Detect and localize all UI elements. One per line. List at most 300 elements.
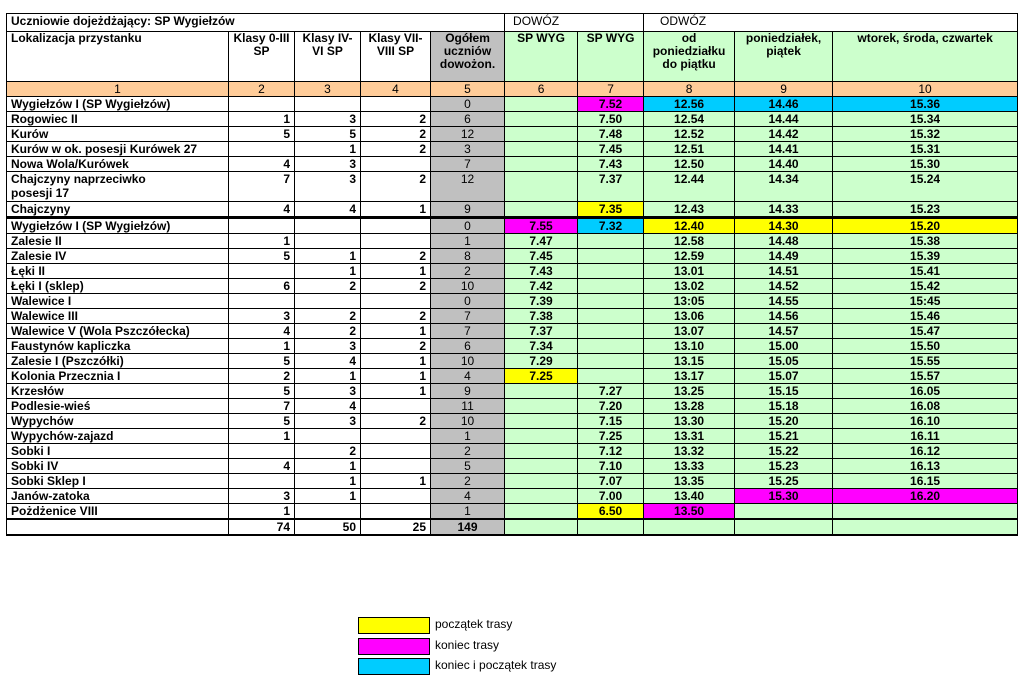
cell-col-10: 16.11 (833, 429, 1018, 444)
cell-col-2 (229, 294, 295, 309)
cell-col-8: 12.52 (644, 127, 735, 142)
cell-col-3: 4 (295, 399, 361, 414)
stop-name: Wypychów (7, 414, 229, 429)
cell-col-4: 1 (361, 384, 431, 399)
stop-name: Sobki Sklep I (7, 474, 229, 489)
table-row (7, 279, 1018, 294)
cell-col-4: 2 (361, 279, 431, 294)
section-dowoz: DOWÓZ (505, 14, 644, 32)
cell-col-3: 1 (295, 369, 361, 384)
stop-name: Faustynów kapliczka (7, 339, 229, 354)
cell-col-5: 7 (431, 157, 505, 172)
cell-col-2 (229, 218, 295, 234)
title-row (7, 14, 1018, 32)
table-row (7, 369, 1018, 384)
cell-col-4 (361, 489, 431, 504)
column-number: 5 (431, 82, 505, 97)
cell-col-9: 15.21 (735, 429, 833, 444)
table-row (7, 172, 1018, 202)
column-number: 8 (644, 82, 735, 97)
stop-name: Podlesie-wieś (7, 399, 229, 414)
cell-col-2: 7 (229, 399, 295, 414)
cell-col-2: 4 (229, 324, 295, 339)
stop-name: Wygiełzów I (SP Wygiełzów) (7, 97, 229, 112)
legend-swatch (358, 658, 430, 675)
cell-col-2: 1 (229, 504, 295, 520)
cell-col-3 (295, 218, 361, 234)
cell-col-6 (505, 172, 578, 202)
total-c3: 50 (295, 519, 361, 535)
cell-col-10: 15.55 (833, 354, 1018, 369)
cell-col-3: 2 (295, 324, 361, 339)
total-empty (7, 519, 229, 535)
cell-col-9: 15.18 (735, 399, 833, 414)
header-mon-fri: od poniedziałku do piątku (644, 32, 735, 82)
cell-col-3: 5 (295, 127, 361, 142)
cell-col-6 (505, 399, 578, 414)
cell-col-4 (361, 234, 431, 249)
cell-col-6: 7.47 (505, 234, 578, 249)
cell-col-5: 1 (431, 234, 505, 249)
cell-col-4: 1 (361, 369, 431, 384)
table-row (7, 474, 1018, 489)
table-row (7, 429, 1018, 444)
cell-col-3: 4 (295, 354, 361, 369)
cell-col-2: 5 (229, 384, 295, 399)
cell-col-4: 1 (361, 324, 431, 339)
cell-col-3: 1 (295, 142, 361, 157)
cell-col-9: 15.30 (735, 489, 833, 504)
cell-col-5: 1 (431, 504, 505, 520)
cell-col-3: 3 (295, 112, 361, 127)
table-row (7, 112, 1018, 127)
cell-col-4: 2 (361, 339, 431, 354)
cell-col-6 (505, 157, 578, 172)
table-row (7, 414, 1018, 429)
section-odwoz: ODWÓZ (644, 14, 1018, 32)
cell-col-9: 14.51 (735, 264, 833, 279)
stop-name: Kurów (7, 127, 229, 142)
cell-col-5: 7 (431, 309, 505, 324)
legend-label: początek trasy (435, 617, 513, 631)
cell-col-10: 15.46 (833, 309, 1018, 324)
cell-col-6 (505, 384, 578, 399)
cell-col-5: 3 (431, 142, 505, 157)
column-number: 7 (578, 82, 644, 97)
cell-col-6 (505, 429, 578, 444)
cell-col-7: 7.07 (578, 474, 644, 489)
cell-col-2: 4 (229, 459, 295, 474)
cell-col-9: 14.34 (735, 172, 833, 202)
cell-col-7 (578, 249, 644, 264)
cell-col-9: 15.07 (735, 369, 833, 384)
stop-name: Łęki I (sklep) (7, 279, 229, 294)
legend-swatch (358, 638, 430, 655)
cell-col-4: 2 (361, 127, 431, 142)
cell-col-8: 13.15 (644, 354, 735, 369)
cell-col-3: 2 (295, 309, 361, 324)
cell-col-3: 3 (295, 414, 361, 429)
column-number: 2 (229, 82, 295, 97)
cell-col-6: 7.39 (505, 294, 578, 309)
stop-name: Wygiełzów I (SP Wygiełzów) (7, 218, 229, 234)
cell-col-8: 13.31 (644, 429, 735, 444)
table-row (7, 399, 1018, 414)
cell-col-8: 12.40 (644, 218, 735, 234)
total-empty (735, 519, 833, 535)
cell-col-3: 1 (295, 264, 361, 279)
table-row (7, 294, 1018, 309)
cell-col-2: 3 (229, 489, 295, 504)
stop-name: Kolonia Przecznia I (7, 369, 229, 384)
cell-col-3: 4 (295, 202, 361, 218)
cell-col-9: 15.23 (735, 459, 833, 474)
total-empty (578, 519, 644, 535)
header-row (7, 32, 1018, 82)
cell-col-2 (229, 474, 295, 489)
stop-name: Pożdżenice VIII (7, 504, 229, 520)
table-title: Uczniowie dojeżdżający: SP Wygiełzów (7, 14, 505, 32)
cell-col-7 (578, 324, 644, 339)
cell-col-3: 3 (295, 172, 361, 202)
cell-col-6: 7.29 (505, 354, 578, 369)
column-number: 3 (295, 82, 361, 97)
cell-col-6 (505, 474, 578, 489)
stop-name: Rogowiec II (7, 112, 229, 127)
cell-col-10: 16.08 (833, 399, 1018, 414)
cell-col-4: 2 (361, 172, 431, 202)
cell-col-10: 16.13 (833, 459, 1018, 474)
cell-col-9: 15.25 (735, 474, 833, 489)
cell-col-8: 13.28 (644, 399, 735, 414)
header-sp-wyg-a: SP WYG (505, 32, 578, 82)
stop-name: Chajczyny naprzeciwko posesji 17 (7, 172, 229, 202)
cell-col-10: 15.39 (833, 249, 1018, 264)
cell-col-10: 15.34 (833, 112, 1018, 127)
cell-col-4 (361, 444, 431, 459)
cell-col-8: 13.40 (644, 489, 735, 504)
cell-col-2: 5 (229, 354, 295, 369)
header-location: Lokalizacja przystanku (7, 32, 229, 82)
stop-name: Walewice III (7, 309, 229, 324)
stop-name: Krzesłów (7, 384, 229, 399)
cell-col-7 (578, 369, 644, 384)
cell-col-5: 2 (431, 444, 505, 459)
cell-col-5: 4 (431, 369, 505, 384)
cell-col-9: 15.20 (735, 414, 833, 429)
cell-col-2: 1 (229, 234, 295, 249)
cell-col-9: 14.48 (735, 234, 833, 249)
cell-col-7: 7.27 (578, 384, 644, 399)
cell-col-5: 8 (431, 249, 505, 264)
cell-col-5: 6 (431, 112, 505, 127)
cell-col-3: 1 (295, 459, 361, 474)
cell-col-3: 3 (295, 157, 361, 172)
cell-col-5: 2 (431, 264, 505, 279)
cell-col-7: 7.43 (578, 157, 644, 172)
stop-name: Zalesie II (7, 234, 229, 249)
cell-col-2: 6 (229, 279, 295, 294)
cell-col-10: 16.20 (833, 489, 1018, 504)
cell-col-5: 12 (431, 127, 505, 142)
cell-col-7: 7.48 (578, 127, 644, 142)
cell-col-9: 14.52 (735, 279, 833, 294)
stop-name: Zalesie IV (7, 249, 229, 264)
table-row (7, 157, 1018, 172)
cell-col-4 (361, 294, 431, 309)
cell-col-4: 2 (361, 249, 431, 264)
stop-name: Sobki IV (7, 459, 229, 474)
stop-name: Łęki II (7, 264, 229, 279)
cell-col-5: 11 (431, 399, 505, 414)
cell-col-5: 6 (431, 339, 505, 354)
cell-col-9: 15.15 (735, 384, 833, 399)
column-number: 4 (361, 82, 431, 97)
column-number: 10 (833, 82, 1018, 97)
cell-col-5: 0 (431, 218, 505, 234)
cell-col-4: 2 (361, 309, 431, 324)
cell-col-10: 15.20 (833, 218, 1018, 234)
cell-col-2: 5 (229, 414, 295, 429)
cell-col-5: 10 (431, 414, 505, 429)
cell-col-8: 12.56 (644, 97, 735, 112)
cell-col-10 (833, 504, 1018, 520)
header-grades-4-6: Klasy IV-VI SP (295, 32, 361, 82)
cell-col-8: 13.06 (644, 309, 735, 324)
legend-label: koniec trasy (435, 638, 500, 652)
cell-col-10: 15:45 (833, 294, 1018, 309)
cell-col-7 (578, 294, 644, 309)
cell-col-7: 7.52 (578, 97, 644, 112)
table-row (7, 504, 1018, 520)
cell-col-3: 1 (295, 489, 361, 504)
cell-col-2: 1 (229, 339, 295, 354)
header-tue-thu: wtorek, środa, czwartek (833, 32, 1018, 82)
table-row (7, 459, 1018, 474)
cell-col-8: 12.50 (644, 157, 735, 172)
cell-col-8: 12.54 (644, 112, 735, 127)
cell-col-6: 7.34 (505, 339, 578, 354)
cell-col-9: 14.33 (735, 202, 833, 218)
cell-col-4: 2 (361, 142, 431, 157)
cell-col-10: 16.05 (833, 384, 1018, 399)
cell-col-5: 5 (431, 459, 505, 474)
cell-col-2: 1 (229, 112, 295, 127)
cell-col-9: 14.49 (735, 249, 833, 264)
cell-col-10: 15.41 (833, 264, 1018, 279)
cell-col-7: 7.50 (578, 112, 644, 127)
cell-col-9: 14.44 (735, 112, 833, 127)
cell-col-2: 4 (229, 157, 295, 172)
cell-col-7: 7.37 (578, 172, 644, 202)
cell-col-7: 7.00 (578, 489, 644, 504)
cell-col-3 (295, 429, 361, 444)
cell-col-3 (295, 234, 361, 249)
cell-col-10: 15.32 (833, 127, 1018, 142)
cell-col-9: 14.41 (735, 142, 833, 157)
cell-col-8: 13.30 (644, 414, 735, 429)
table-row (7, 339, 1018, 354)
total-c5: 149 (431, 519, 505, 535)
header-total: Ogółem uczniów dowożon. (431, 32, 505, 82)
cell-col-5: 4 (431, 489, 505, 504)
cell-col-7: 7.45 (578, 142, 644, 157)
cell-col-6 (505, 202, 578, 218)
table-row (7, 489, 1018, 504)
stop-name: Zalesie I (Pszczółki) (7, 354, 229, 369)
cell-col-7: 6.50 (578, 504, 644, 520)
cell-col-8: 13.50 (644, 504, 735, 520)
header-grades-0-3: Klasy 0-III SP (229, 32, 295, 82)
cell-col-2: 5 (229, 127, 295, 142)
cell-col-10: 15.31 (833, 142, 1018, 157)
cell-col-6 (505, 459, 578, 474)
cell-col-5: 12 (431, 172, 505, 202)
cell-col-8: 13.35 (644, 474, 735, 489)
cell-col-8: 12.59 (644, 249, 735, 264)
table-row (7, 444, 1018, 459)
cell-col-10: 15.57 (833, 369, 1018, 384)
cell-col-4 (361, 429, 431, 444)
cell-col-7: 7.15 (578, 414, 644, 429)
table-row (7, 127, 1018, 142)
cell-col-2 (229, 97, 295, 112)
cell-col-10: 16.15 (833, 474, 1018, 489)
total-c2: 74 (229, 519, 295, 535)
cell-col-3 (295, 294, 361, 309)
cell-col-6 (505, 414, 578, 429)
cell-col-4: 1 (361, 264, 431, 279)
cell-col-2: 3 (229, 309, 295, 324)
cell-col-3: 3 (295, 384, 361, 399)
cell-col-7 (578, 279, 644, 294)
cell-col-4: 1 (361, 474, 431, 489)
table-row (7, 142, 1018, 157)
cell-col-5: 0 (431, 294, 505, 309)
cell-col-3: 3 (295, 339, 361, 354)
cell-col-10: 15.30 (833, 157, 1018, 172)
column-number: 1 (7, 82, 229, 97)
cell-col-6 (505, 504, 578, 520)
legend-swatch (358, 617, 430, 634)
cell-col-2: 7 (229, 172, 295, 202)
cell-col-5: 0 (431, 97, 505, 112)
cell-col-3: 1 (295, 249, 361, 264)
column-number: 6 (505, 82, 578, 97)
cell-col-6 (505, 112, 578, 127)
cell-col-8: 13:05 (644, 294, 735, 309)
cell-col-7: 7.32 (578, 218, 644, 234)
cell-col-4 (361, 157, 431, 172)
cell-col-6 (505, 142, 578, 157)
table-row (7, 202, 1018, 218)
cell-col-2: 2 (229, 369, 295, 384)
cell-col-6: 7.38 (505, 309, 578, 324)
cell-col-8: 13.17 (644, 369, 735, 384)
cell-col-4: 1 (361, 354, 431, 369)
cell-col-9: 14.56 (735, 309, 833, 324)
table-row (7, 249, 1018, 264)
cell-col-6: 7.42 (505, 279, 578, 294)
cell-col-6: 7.55 (505, 218, 578, 234)
table-row (7, 97, 1018, 112)
cell-col-3: 2 (295, 279, 361, 294)
stop-name: Chajczyny (7, 202, 229, 218)
cell-col-10: 15.50 (833, 339, 1018, 354)
total-empty (833, 519, 1018, 535)
cell-col-5: 1 (431, 429, 505, 444)
cell-col-10: 15.47 (833, 324, 1018, 339)
cell-col-7 (578, 354, 644, 369)
cell-col-10: 15.42 (833, 279, 1018, 294)
stop-name: Walewice I (7, 294, 229, 309)
cell-col-4 (361, 459, 431, 474)
table-row (7, 218, 1018, 234)
cell-col-5: 9 (431, 202, 505, 218)
table-row (7, 354, 1018, 369)
stop-name: Sobki I (7, 444, 229, 459)
cell-col-9: 14.46 (735, 97, 833, 112)
cell-col-6: 7.37 (505, 324, 578, 339)
cell-col-2 (229, 444, 295, 459)
cell-col-10: 15.24 (833, 172, 1018, 202)
header-grades-7-8: Klasy VII-VIII SP (361, 32, 431, 82)
cell-col-9: 15.05 (735, 354, 833, 369)
cell-col-2: 5 (229, 249, 295, 264)
cell-col-7: 7.25 (578, 429, 644, 444)
stop-name: Nowa Wola/Kurówek (7, 157, 229, 172)
stop-name: Janów-zatoka (7, 489, 229, 504)
table-row (7, 264, 1018, 279)
cell-col-8: 12.51 (644, 142, 735, 157)
stop-name: Kurów w ok. posesji Kurówek 27 (7, 142, 229, 157)
stop-name: Walewice V (Wola Pszczółecka) (7, 324, 229, 339)
cell-col-5: 10 (431, 354, 505, 369)
cell-col-7: 7.10 (578, 459, 644, 474)
schedule-table (6, 13, 1018, 536)
cell-col-7 (578, 264, 644, 279)
cell-col-9 (735, 504, 833, 520)
cell-col-2: 4 (229, 202, 295, 218)
cell-col-9: 14.40 (735, 157, 833, 172)
total-c4: 25 (361, 519, 431, 535)
cell-col-4 (361, 399, 431, 414)
cell-col-4: 2 (361, 112, 431, 127)
cell-col-9: 14.57 (735, 324, 833, 339)
cell-col-4 (361, 504, 431, 520)
header-sp-wyg-b: SP WYG (578, 32, 644, 82)
cell-col-9: 15.00 (735, 339, 833, 354)
cell-col-9: 14.30 (735, 218, 833, 234)
cell-col-9: 14.55 (735, 294, 833, 309)
cell-col-5: 7 (431, 324, 505, 339)
cell-col-3 (295, 97, 361, 112)
cell-col-6 (505, 127, 578, 142)
cell-col-6: 7.45 (505, 249, 578, 264)
column-number: 9 (735, 82, 833, 97)
cell-col-2 (229, 142, 295, 157)
cell-col-4 (361, 218, 431, 234)
cell-col-7: 7.12 (578, 444, 644, 459)
cell-col-9: 15.22 (735, 444, 833, 459)
cell-col-7 (578, 309, 644, 324)
cell-col-10: 16.10 (833, 414, 1018, 429)
totals-row (7, 519, 1018, 535)
cell-col-8: 13.07 (644, 324, 735, 339)
cell-col-10: 16.12 (833, 444, 1018, 459)
table-row (7, 234, 1018, 249)
cell-col-8: 12.44 (644, 172, 735, 202)
